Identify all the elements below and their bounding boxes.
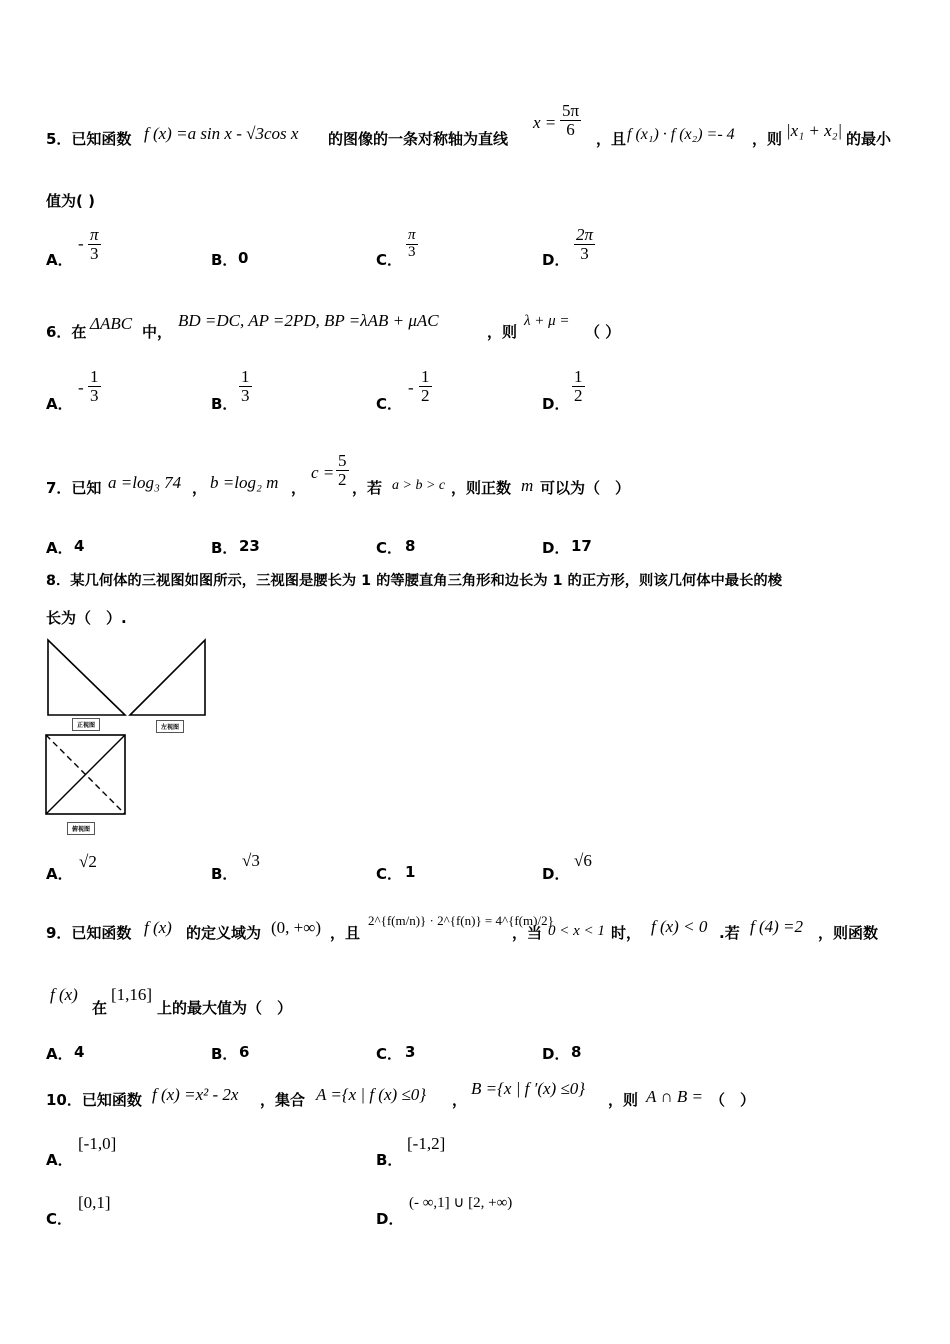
q7-tail1: ，则正数 xyxy=(451,479,512,497)
q7-option-b-label[interactable]: B． xyxy=(211,539,238,557)
q8-option-b-value: √3 xyxy=(242,851,260,870)
q7-option-a-label[interactable]: A． xyxy=(46,539,73,557)
front-view-label: 正视图 xyxy=(72,718,100,731)
q7-option-d-label[interactable]: D． xyxy=(542,539,570,557)
q7-inequality: a > b > c xyxy=(392,478,446,493)
q6-option-a-num: 1 xyxy=(90,367,99,386)
q6-prefix: 6．在 xyxy=(46,323,87,341)
q7-c-lhs: c = xyxy=(311,463,335,482)
q9-option-d-value: 8 xyxy=(571,1043,582,1061)
q6-option-c-num: 1 xyxy=(421,367,430,386)
q10-option-b-value: [-1,2] xyxy=(407,1134,446,1153)
three-view-diagram xyxy=(40,632,220,842)
q9-option-d-label[interactable]: D． xyxy=(542,1045,570,1063)
q6-option-b-label[interactable]: B． xyxy=(211,395,238,413)
q6-option-b-num: 1 xyxy=(241,367,250,386)
q7-c-fraction xyxy=(336,452,349,489)
q6-option-a-den: 3 xyxy=(90,385,99,405)
q5-axis-fraction xyxy=(560,102,581,139)
q8-option-a-label[interactable]: A． xyxy=(46,865,73,883)
q5-condition: f (x₁) · f (x₂) =- 4 xyxy=(627,126,735,143)
q9-func: f (x) xyxy=(144,918,172,937)
q5-option-b-label[interactable]: B． xyxy=(211,251,238,269)
q10-comma: ， xyxy=(452,1091,468,1109)
q9-line2-in: 在 xyxy=(92,999,108,1017)
q7-c-num: 5 xyxy=(338,451,347,470)
q6-paren: （ ） xyxy=(585,323,621,341)
q5-comma1: ，且 xyxy=(596,130,627,148)
q5-option-a-label[interactable]: A． xyxy=(46,251,73,269)
q9-tail: ，则函数 xyxy=(818,924,879,942)
q6-option-b-fraction xyxy=(239,368,252,405)
q10-prefix: 10．已知函数 xyxy=(46,1091,142,1109)
side-view-label: 左视图 xyxy=(156,720,184,733)
q6-ask: ，则 xyxy=(487,323,518,341)
q5-mid-text: 的图像的一条对称轴为直线 xyxy=(328,130,509,148)
q6-option-b-den: 3 xyxy=(241,385,250,405)
q6-option-d-num: 1 xyxy=(574,367,583,386)
q10-expr: A ∩ B = xyxy=(646,1087,703,1106)
q9-option-b-label[interactable]: B． xyxy=(211,1045,238,1063)
q5-option-a-sign: - xyxy=(78,234,84,253)
q9-negative: f (x) < 0 xyxy=(651,917,708,936)
q8-option-b-label[interactable]: B． xyxy=(211,865,238,883)
q8-option-a-value: √2 xyxy=(79,852,97,871)
q10-set-a: A ={x | f (x) ≤0} xyxy=(316,1085,427,1104)
q7-option-b-value: 23 xyxy=(239,537,260,555)
q8-option-c-label[interactable]: C． xyxy=(376,865,403,883)
q5-option-c-label[interactable]: C． xyxy=(376,251,403,269)
side-view-triangle xyxy=(130,640,205,715)
q7-if-text: ，若 xyxy=(352,479,383,497)
q9-if-text: .若 xyxy=(719,924,740,942)
q9-option-a-value: 4 xyxy=(74,1043,85,1061)
q9-domain-text: 的定义域为 xyxy=(186,924,262,942)
q9-line2-tail: 上的最大值为（ ） xyxy=(157,999,293,1017)
q7-option-a-value: 4 xyxy=(74,537,85,555)
q8-option-d-value: √6 xyxy=(574,851,592,870)
q7-tail2: 可以为（ ） xyxy=(540,479,631,497)
q10-option-a-value: [-1,0] xyxy=(78,1134,117,1153)
q10-func: f (x) =x² - 2x xyxy=(152,1085,239,1104)
q5-axis-lhs: x = xyxy=(533,113,557,132)
q9-prefix: 9．已知函数 xyxy=(46,924,132,942)
q10-set-b: B ={x | f ′(x) ≤0} xyxy=(471,1079,586,1098)
q9-interval: [1,16] xyxy=(111,985,153,1004)
q8-option-d-label[interactable]: D． xyxy=(542,865,570,883)
top-view-label: 俯视图 xyxy=(67,822,95,835)
q5-option-d-fraction xyxy=(574,226,595,263)
q5-line2: 值为( ) xyxy=(46,192,95,210)
q9-time-text: 时， xyxy=(611,924,642,942)
q6-triangle: ΔABC xyxy=(90,314,133,333)
q5-suffix: 的最小 xyxy=(846,130,892,148)
q5-option-c-den: 3 xyxy=(408,243,416,260)
q5-option-d-label[interactable]: D． xyxy=(542,251,570,269)
q9-line2-func: f (x) xyxy=(50,985,78,1004)
q9-and-text: ，且 xyxy=(330,924,361,942)
q6-expr: λ + μ = xyxy=(524,313,570,329)
q6-option-c-fraction xyxy=(419,368,432,405)
q5-comma2: ，则 xyxy=(752,130,783,148)
q6-mid: 中， xyxy=(142,323,173,341)
q7-option-c-label[interactable]: C． xyxy=(376,539,403,557)
q7-c-den: 2 xyxy=(338,469,347,489)
q6-option-d-fraction xyxy=(572,368,585,405)
q9-when-text: ，当 xyxy=(512,924,543,942)
q5-option-d-den: 3 xyxy=(580,243,589,263)
q7-sep2: ， xyxy=(291,479,307,497)
q6-option-c-sign: - xyxy=(408,378,414,397)
q6-option-a-sign: - xyxy=(78,378,84,397)
q8-line2: 长为（ ）. xyxy=(46,609,127,627)
q9-value: f (4) =2 xyxy=(750,917,804,936)
q5-option-a-fraction xyxy=(88,226,101,263)
q8-option-c-value: 1 xyxy=(405,863,416,881)
q6-condition: BD =DC, AP =2PD, BP =λAB + μAC xyxy=(178,311,439,330)
q10-set-text: ，集合 xyxy=(260,1091,306,1109)
q5-axis-num: 5π xyxy=(562,101,580,120)
q6-option-d-den: 2 xyxy=(574,385,583,405)
q10-option-d-value: (- ∞,1] ∪ [2, +∞) xyxy=(409,1195,513,1211)
q7-prefix: 7．已知 xyxy=(46,479,102,497)
q5-abs-expr: |x₁ + x₂| xyxy=(786,121,843,140)
q7-sep1: ， xyxy=(192,479,208,497)
q6-option-d-label[interactable]: D． xyxy=(542,395,570,413)
q5-option-c-num: π xyxy=(408,227,416,243)
q6-option-c-label[interactable]: C． xyxy=(376,395,403,413)
q9-option-b-value: 6 xyxy=(239,1043,250,1061)
q8-line1: 8．某几何体的三视图如图所示，三视图是腰长为 1 的等腰直角三角形和边长为 1 的正方形，则该几何体中最长的棱 xyxy=(46,573,782,589)
q10-option-d-label[interactable]: D． xyxy=(376,1210,404,1228)
q5-option-c-fraction xyxy=(406,228,418,261)
q10-tail: ，则 xyxy=(608,1091,639,1109)
q10-paren: （ ） xyxy=(710,1091,756,1109)
q5-prefix: 5．已知函数 xyxy=(46,130,132,148)
q10-option-c-value: [0,1] xyxy=(78,1193,111,1212)
q5-axis-den: 6 xyxy=(566,119,575,139)
q6-option-c-den: 2 xyxy=(421,385,430,405)
q5-function: f (x) =a sin x - √3cos x xyxy=(144,124,299,143)
q9-range: 0 < x < 1 xyxy=(548,923,605,939)
q5-option-a-den: 3 xyxy=(90,243,99,263)
q7-option-c-value: 8 xyxy=(405,537,416,555)
q10-option-c-label[interactable]: C． xyxy=(46,1210,73,1228)
q7-var-m: m xyxy=(521,476,534,495)
q9-option-c-label[interactable]: C． xyxy=(376,1045,403,1063)
q9-equation: 2^{f(m/n)} · 2^{f(n)} = 4^{f(m)/2} xyxy=(368,913,554,928)
q5-option-b-value: 0 xyxy=(238,249,249,267)
q10-option-b-label[interactable]: B． xyxy=(376,1151,403,1169)
q9-option-a-label[interactable]: A． xyxy=(46,1045,73,1063)
q5-option-d-num: 2π xyxy=(576,225,594,244)
q6-option-a-label[interactable]: A． xyxy=(46,395,73,413)
q9-option-c-value: 3 xyxy=(405,1043,416,1061)
q9-domain: (0, +∞) xyxy=(271,918,322,937)
q6-option-a-fraction xyxy=(88,368,101,405)
q7-b-expr: b =log₂ m xyxy=(210,473,279,492)
front-view-triangle xyxy=(48,640,125,715)
q7-a-expr: a =log₃ 74 xyxy=(108,473,182,492)
q5-option-a-num: π xyxy=(90,225,99,244)
q7-option-d-value: 17 xyxy=(571,537,592,555)
q10-option-a-label[interactable]: A． xyxy=(46,1151,73,1169)
